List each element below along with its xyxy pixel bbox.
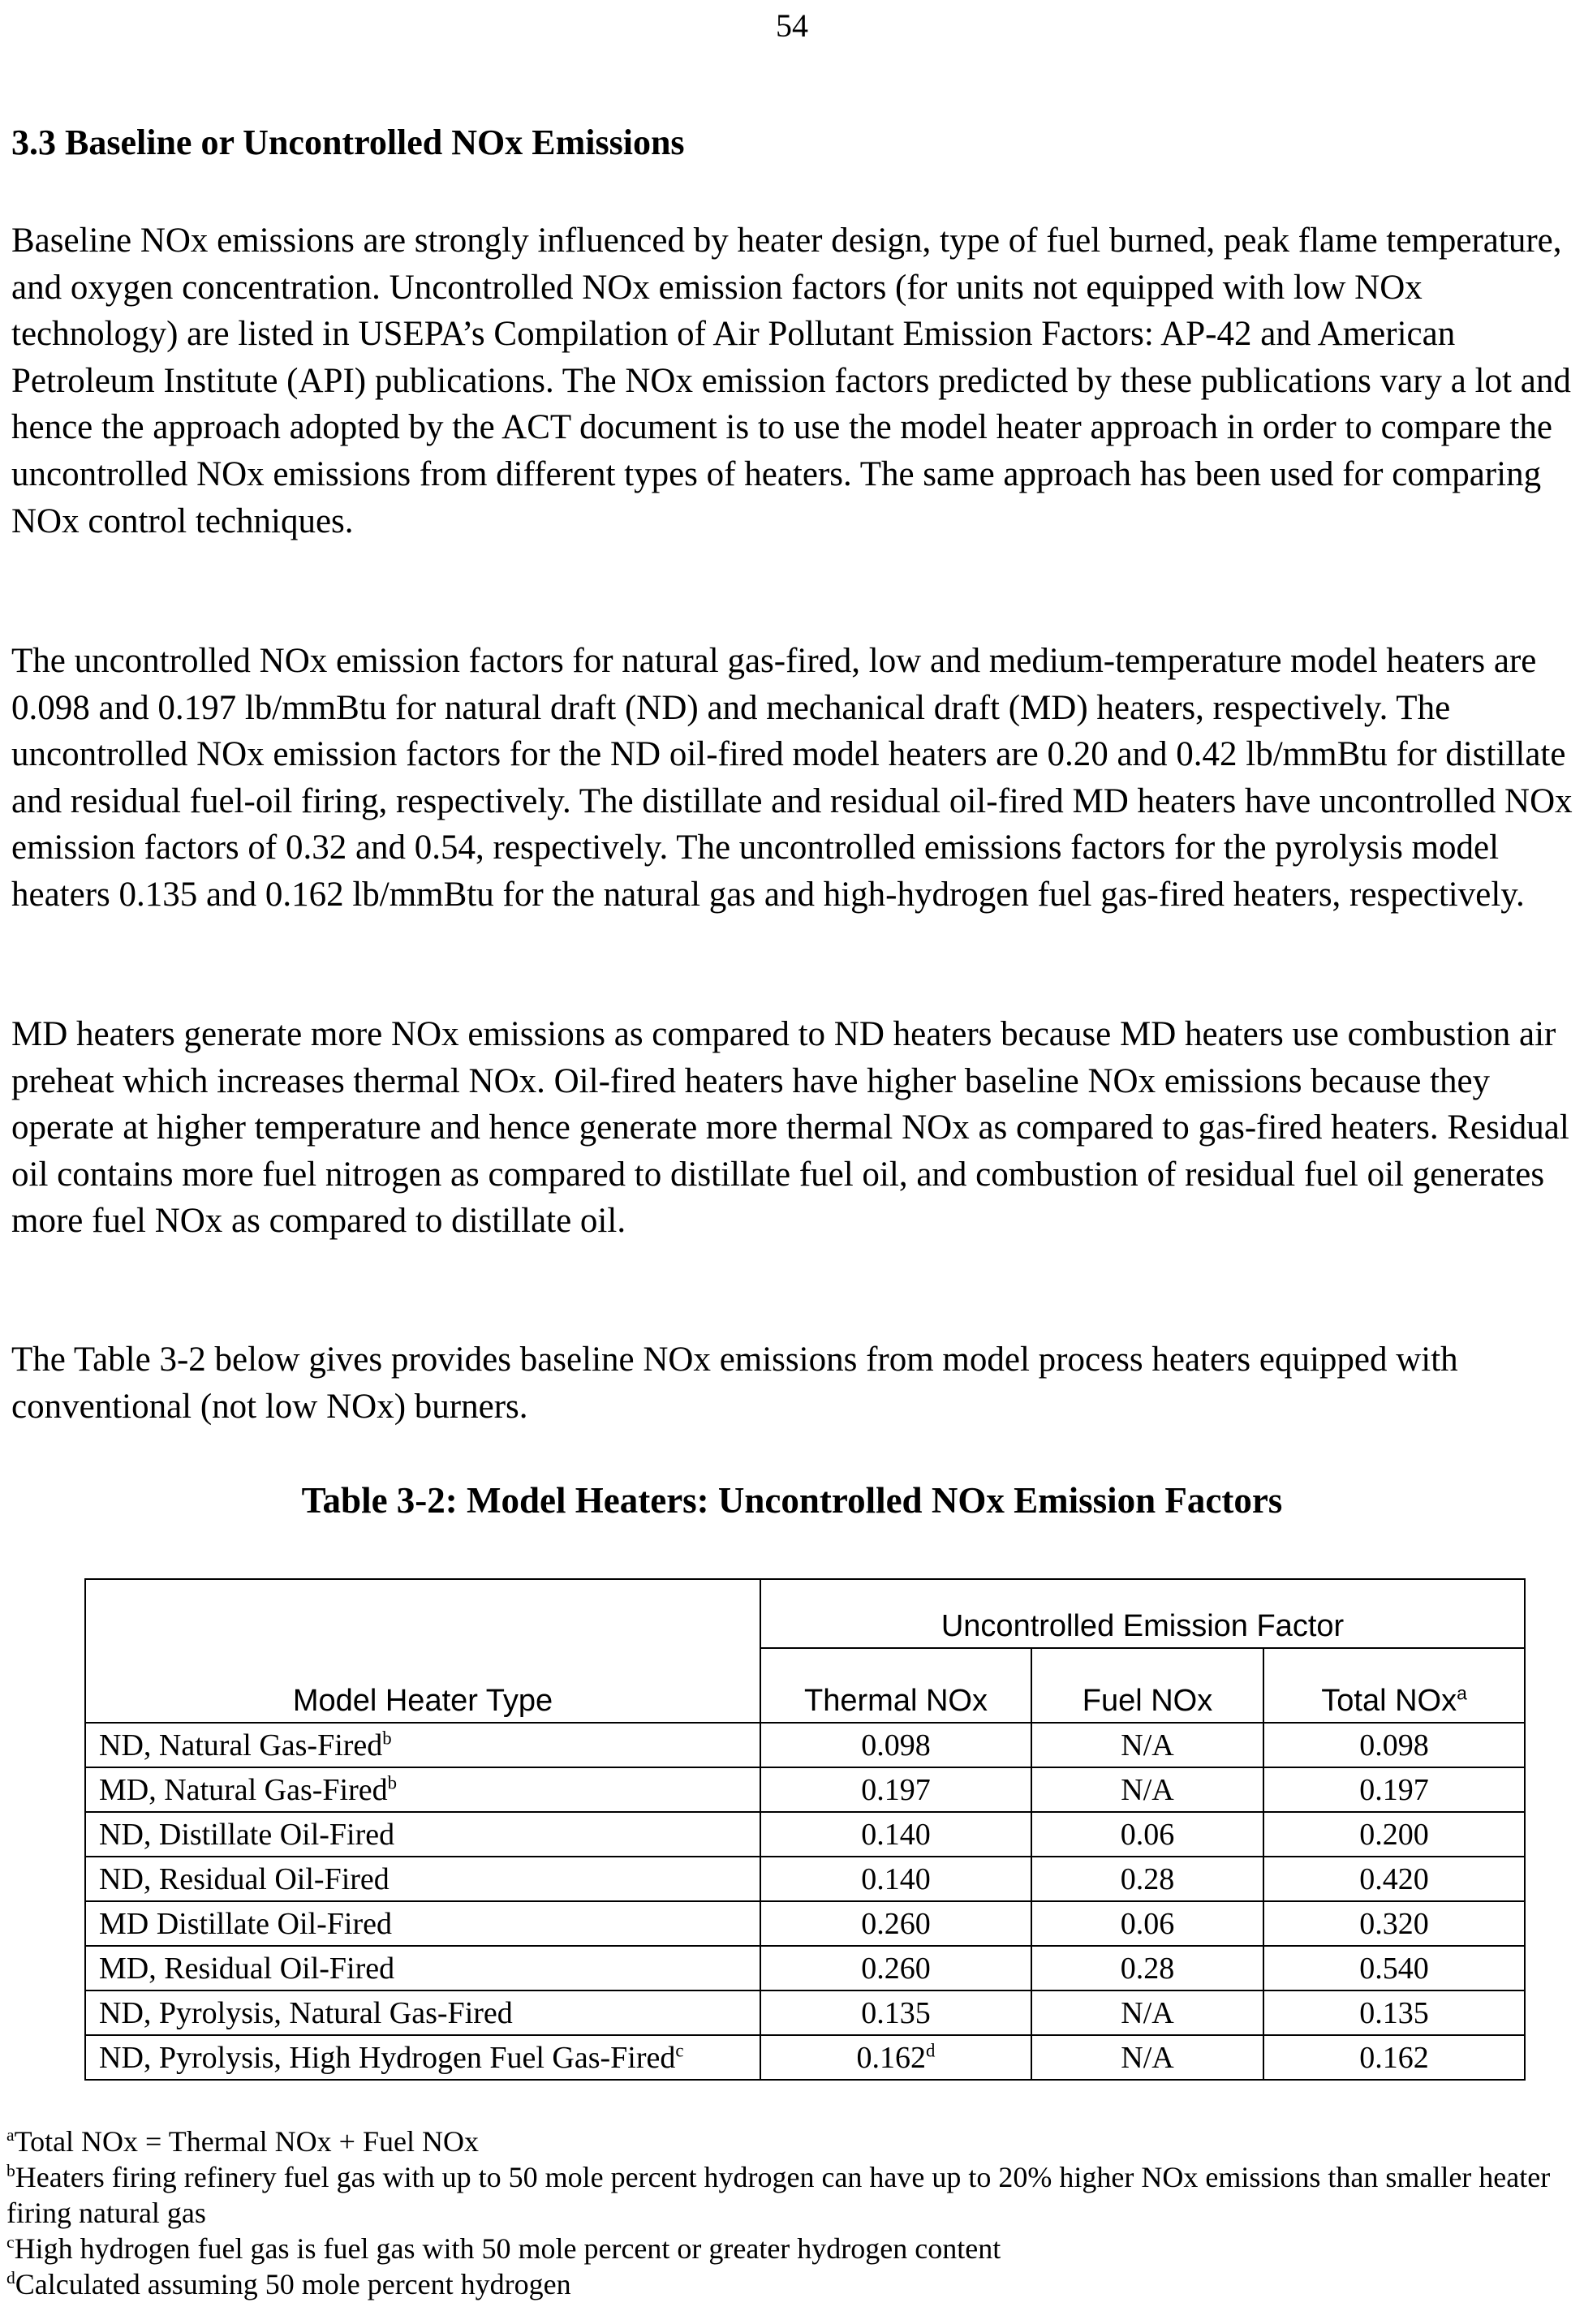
header-model-heater-type (85, 1579, 760, 1723)
cell-heater-type (85, 1857, 760, 1901)
footnote-a (6, 2124, 479, 2159)
footnote-b (6, 2159, 1573, 2231)
cell-total-nox (1263, 1767, 1525, 1812)
cell-fuel-nox (1031, 1812, 1263, 1857)
cell-total-nox-value: 0.420 (1359, 1861, 1429, 1896)
footnote-text: High hydrogen fuel gas is fuel gas with 50 mole percent or greater hydrogen content (14, 2232, 1001, 2265)
header-uncontrolled-emission-factor: Uncontrolled Emission Factor (760, 1579, 1525, 1648)
table-row (85, 1946, 1525, 1990)
section-heading: 3.3 Baseline or Uncontrolled NOx Emissions (11, 123, 685, 162)
cell-fuel-nox-value: N/A (1121, 1728, 1174, 1762)
cell-total-nox (1263, 1857, 1525, 1901)
table-row (85, 1990, 1525, 2035)
cell-fuel-nox-value: 0.28 (1120, 1951, 1175, 1986)
cell-total-nox-value: 0.540 (1359, 1951, 1429, 1986)
emission-factor-table (84, 1578, 1526, 2081)
cell-total-nox-value: 0.162 (1359, 2040, 1429, 2075)
cell-heater-type (85, 1723, 760, 1767)
cell-total-nox-value: 0.320 (1359, 1906, 1429, 1941)
footnote-mark: a (6, 2125, 15, 2145)
cell-total-nox (1263, 1723, 1525, 1767)
footnote-text: Calculated assuming 50 mole percent hydrogen (15, 2268, 571, 2300)
cell-total-nox-value: 0.135 (1359, 1995, 1429, 2030)
cell-total-nox (1263, 1946, 1525, 1990)
cell-heater-type-value: MD, Natural Gas-Fired (99, 1772, 388, 1807)
cell-heater-type (85, 2035, 760, 2080)
footnote-mark: d (6, 2268, 15, 2287)
footnote-mark: d (926, 2039, 936, 2060)
cell-total-nox-value: 0.200 (1359, 1817, 1429, 1852)
cell-thermal-nox-value: 0.140 (861, 1817, 931, 1852)
cell-thermal-nox-value: 0.260 (861, 1906, 931, 1941)
cell-fuel-nox (1031, 2035, 1263, 2080)
cell-fuel-nox-value: N/A (1121, 1772, 1174, 1807)
cell-heater-type (85, 1812, 760, 1857)
footnote-text: Total NOx = Thermal NOx + Fuel NOx (14, 2125, 479, 2158)
cell-heater-type-value: MD Distillate Oil-Fired (99, 1906, 392, 1941)
footnote-d (6, 2266, 571, 2302)
paragraph-model-heater-factors: The uncontrolled NOx emission factors for natural gas-fired, low and medium-temperature model heaters are 0.098 and 0.197 lb/mmBtu for natural draft (ND) and mechanical draft (MD) heaters, respectively. The uncontrolled NOx emission factors for the ND oil-fired model heaters are 0.20 and 0.42 lb/mmBtu for distillate and residual fuel-oil firing, respectively. The distillate and residual oil-fired MD heaters have uncontrolled NOx emission factors of 0.32 and 0.54, respectively. The uncontrolled emissions factors for the pyrolysis model heaters 0.135 and 0.162 lb/mmBtu for the natural gas and high-hydrogen fuel gas-fired heaters, respectively. (11, 642, 1573, 914)
cell-thermal-nox-value: 0.140 (861, 1861, 931, 1896)
table-row (85, 1901, 1525, 1946)
footnote-mark: b (387, 1771, 398, 1792)
cell-fuel-nox (1031, 1857, 1263, 1901)
header-thermal-nox: Thermal NOx (760, 1648, 1031, 1723)
cell-heater-type-value: MD, Residual Oil-Fired (99, 1951, 395, 1986)
paragraph-md-vs-nd: MD heaters generate more NOx emissions as compared to ND heaters because MD heaters use combustion air preheat which increases thermal NOx. Oil-fired heaters have higher baseline NOx emissions because they operate at higher temperature and hence generate more thermal NOx as compared to gas-fired heaters. Residual oil contains more fuel nitrogen as compared to distillate fuel oil, and combustion of residual fuel oil generates more fuel NOx as compared to distillate oil. (11, 1015, 1569, 1241)
cell-heater-type-value: ND, Residual Oil-Fired (99, 1861, 390, 1896)
footnote-mark: c (6, 2232, 15, 2252)
cell-heater-type (85, 1901, 760, 1946)
cell-fuel-nox-value: 0.06 (1120, 1817, 1175, 1852)
cell-total-nox (1263, 2035, 1525, 2080)
cell-fuel-nox (1031, 1723, 1263, 1767)
cell-heater-type-value: ND, Distillate Oil-Fired (99, 1817, 395, 1852)
cell-thermal-nox (760, 2035, 1031, 2080)
table-title: Table 3-2: Model Heaters: Uncontrolled NOx Emission Factors (301, 1480, 1283, 1521)
cell-thermal-nox (760, 1946, 1031, 1990)
cell-heater-type-value: ND, Natural Gas-Fired (99, 1728, 383, 1762)
cell-fuel-nox (1031, 1767, 1263, 1812)
footnote-text: Heaters firing refinery fuel gas with up to 50 mole percent hydrogen can have up to 20% higher NOx emissions than smaller heater firing natural gas (6, 2161, 1551, 2229)
table-row (85, 1812, 1525, 1857)
footnote-mark: a (1457, 1682, 1467, 1704)
table-row (85, 1723, 1525, 1767)
cell-thermal-nox-value: 0.260 (861, 1951, 931, 1986)
cell-fuel-nox-value: 0.06 (1120, 1906, 1175, 1941)
table-header-row-group (85, 1579, 1525, 1648)
cell-total-nox (1263, 1812, 1525, 1857)
cell-fuel-nox-value: N/A (1121, 1995, 1174, 2030)
cell-heater-type (85, 1767, 760, 1812)
cell-thermal-nox (760, 1990, 1031, 2035)
footnote-mark: b (382, 1727, 392, 1748)
cell-heater-type (85, 1946, 760, 1990)
cell-thermal-nox-value: 0.197 (861, 1772, 931, 1807)
footnote-mark: b (6, 2161, 15, 2180)
cell-thermal-nox (760, 1901, 1031, 1946)
cell-thermal-nox-value: 0.135 (861, 1995, 931, 2030)
page-number: 54 (776, 7, 808, 44)
cell-fuel-nox (1031, 1901, 1263, 1946)
header-total-nox (1263, 1648, 1525, 1723)
paragraph-table-intro: The Table 3-2 below gives provides baseline NOx emissions from model process heaters equipped with conventional (not low NOx) burners. (11, 1341, 1458, 1426)
cell-thermal-nox (760, 1812, 1031, 1857)
cell-heater-type-value: ND, Pyrolysis, High Hydrogen Fuel Gas-Fired (99, 2040, 676, 2075)
cell-heater-type-value: ND, Pyrolysis, Natural Gas-Fired (99, 1995, 513, 2030)
cell-fuel-nox (1031, 1946, 1263, 1990)
footnote-c (6, 2231, 1001, 2266)
cell-heater-type (85, 1990, 760, 2035)
cell-fuel-nox (1031, 1990, 1263, 2035)
cell-thermal-nox-value: 0.162 (856, 2040, 927, 2075)
cell-total-nox-value: 0.098 (1359, 1728, 1429, 1762)
header-fuel-nox: Fuel NOx (1031, 1648, 1263, 1723)
cell-thermal-nox-value: 0.098 (861, 1728, 931, 1762)
cell-total-nox-value: 0.197 (1359, 1772, 1429, 1807)
cell-total-nox (1263, 1990, 1525, 2035)
cell-total-nox (1263, 1901, 1525, 1946)
cell-fuel-nox-value: N/A (1121, 2040, 1174, 2075)
cell-thermal-nox (760, 1767, 1031, 1812)
cell-fuel-nox-value: 0.28 (1120, 1861, 1175, 1896)
cell-thermal-nox (760, 1723, 1031, 1767)
header-model-heater-type-label: Model Heater Type (292, 1684, 553, 1718)
footnote-mark: c (675, 2039, 684, 2060)
header-total-nox-label: Total NOx (1321, 1684, 1457, 1718)
cell-thermal-nox (760, 1857, 1031, 1901)
table-row (85, 1857, 1525, 1901)
paragraph-baseline-factors: Baseline NOx emissions are strongly influenced by heater design, type of fuel burned, peak flame temperature, and oxygen concentration. Uncontrolled NOx emission factors (for units not equipped with low NOx technology) are listed in USEPA’s Compilation of Air Pollutant Emission Factors: AP-42 and American Petroleum Institute (API) publications. The NOx emission factors predicted by these publications vary a lot and hence the approach adopted by the ACT document is to use the model heater approach in order to compare the uncontrolled NOx emissions from different types of heaters. The same approach has been used for comparing NOx control techniques. (11, 222, 1571, 540)
table-row (85, 1767, 1525, 1812)
table-row (85, 2035, 1525, 2080)
